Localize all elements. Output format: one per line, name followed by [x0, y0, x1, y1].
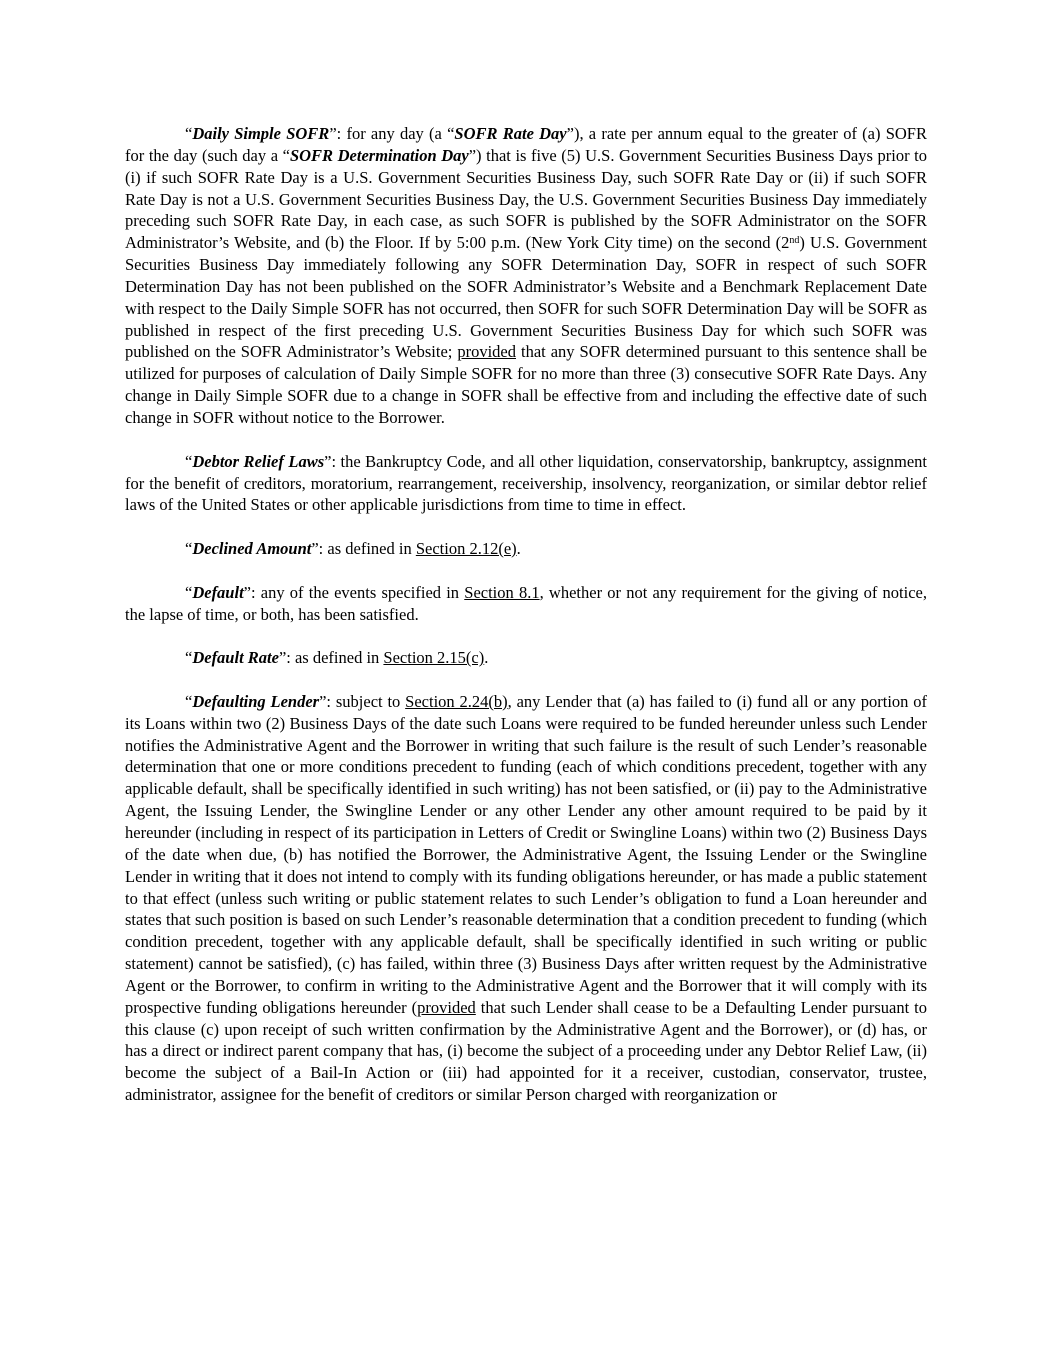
defined-term: Daily Simple SOFR — [192, 124, 330, 143]
definition-text: . — [484, 648, 489, 668]
definition-daily-simple-sofr — [125, 123, 927, 429]
open-quote: “ — [185, 451, 193, 471]
definition-text: ”: as defined in — [311, 539, 416, 559]
definition-text: ”: the Bankruptcy Code, and all other liquidation, conservatorship, bankruptcy, assignment for the benefit of creditors, moratorium, rearrangement, receivership, insolvency, reorganization, or similar debtor relief laws of the United States or other applicable jurisdictions from time to time in effect. — [125, 451, 927, 515]
definition-text: that any SOFR determined pursuant to this sentence shall be utilized for purposes of calculation of Daily Simple SOFR for no more than three (3) consecutive SOFR Rate Days. Any change in Daily Simple SOFR due to a change in SOFR shall be effective from and including the effective date of such change in SOFR without notice to the Borrower. — [125, 342, 927, 427]
defined-term: Defaulting Lender — [192, 691, 320, 711]
section-reference: Section 2.15(c) — [383, 648, 485, 668]
open-quote: “ — [185, 691, 193, 711]
open-quote: “ — [185, 539, 193, 559]
definition-declined-amount — [125, 538, 927, 560]
document-page — [125, 123, 927, 1128]
defined-term: Default Rate — [192, 648, 279, 668]
definition-defaulting-lender — [125, 691, 927, 1106]
defined-term: SOFR Rate Day — [454, 124, 567, 143]
definition-debtor-relief-laws — [125, 451, 927, 517]
definition-default-rate — [125, 647, 927, 669]
definition-text: ”: subject to — [319, 691, 406, 711]
definition-text: ”: as defined in — [278, 648, 384, 668]
definition-text: . — [516, 539, 521, 559]
ordinal-superscript: nd — [789, 235, 800, 247]
definition-text: ) U.S. Government Securities Business Day immediately following any SOFR Determination Day, SOFR in respect of such SOFR Determination Day has not been published on the SOFR Administrator’s Website and a Benchmark Replacement Date with respect to the Daily Simple SOFR has not occurred, then SOFR for such SOFR Determination Day will be SOFR as published in respect of the first preceding U.S. Government Securities Business Day for which such SOFR was published on the SOFR Administrator’s Website; — [125, 233, 927, 362]
definition-text: ”), a rate per annum equal to the greater of (a) SOFR for the day (such day a “ — [125, 124, 927, 165]
provided-underlined: provided — [457, 342, 516, 362]
definition-text: ”: any of the events specified in — [243, 582, 465, 602]
definition-text: ”: for any day (a “ — [329, 124, 455, 143]
open-quote: “ — [185, 582, 193, 602]
definition-default — [125, 582, 927, 626]
section-reference: Section 8.1 — [464, 582, 540, 602]
definition-text: that such Lender shall cease to be a Defaulting Lender pursuant to this clause (c) upon receipt of such written confirmation by the Administrative Agent and the Borrower), or (d) has, or has a direct or indirect parent company that has, (i) become the subject of a proceeding under any Debtor Relief Law, (ii) become the subject of a Bail-In Action or (iii) had appointed for it a receiver, custodian, conservator, trustee, administrator, assignee for the benefit of creditors or similar Person charged with reorganization or — [125, 997, 927, 1105]
provided-underlined: provided — [417, 997, 476, 1017]
defined-term: Declined Amount — [192, 539, 312, 559]
defined-term: SOFR Determination Day — [289, 145, 469, 165]
section-reference: Section 2.12(e) — [415, 539, 517, 559]
defined-term: Default — [192, 582, 244, 602]
definition-text: , any Lender that (a) has failed to (i) fund all or any portion of its Loans within two (2) Business Days of the date such Loans were required to be funded hereunder unless such Lender notifies the Administrative Agent and the Borrower in writing that such failure is the result of such Lender’s reasonable determination that one or more conditions precedent to funding (each of which conditions precedent, together with any applicable default, shall be specifically identified in such writing) has not been satisfied, or (ii) pay to the Administrative Agent, the Issuing Lender, the Swingline Lender or any other Lender any other amount required to be paid by it hereunder (including in respect of its participation in Letters of Credit or Swingline Loans) within two (2) Business Days of the date when due, (b) has notified the Borrower, the Administrative Agent, the Issuing Lender or the Swingline Lender in writing that it does not intend to comply with its funding obligations hereunder, or has made a public statement to that effect (unless such writing or public statement relates to such Lender’s obligation to fund a Loan hereunder and states that such position is based on such Lender’s reasonable determination that a condition precedent to funding (which condition precedent, together with any applicable default, shall be specifically identified in such writing or public statement) cannot be satisfied), (c) has failed, within three (3) Business Days after written request by the Administrative Agent or the Borrower, to confirm in writing to the Administrative Agent and the Borrower that it will comply with its prospective funding obligations hereunder ( — [125, 691, 927, 1017]
definition-text: , whether or not any requirement for the giving of notice, the lapse of time, or both, has been satisfied. — [125, 582, 927, 624]
defined-term: Debtor Relief Laws — [192, 451, 325, 471]
open-quote: “ — [185, 124, 193, 143]
definition-text: ”) that is five (5) U.S. Government Securities Business Days prior to (i) if such SOFR Rate Day is a U.S. Government Securities Business Day, such SOFR Rate Day or (ii) if such SOFR Rate Day is not a U.S. Government Securities Business Day, the U.S. Government Securities Business Day immediately preceding such SOFR Rate Day, in each case, as such SOFR is published by the SOFR Administrator on the SOFR Administrator’s Website, and (b) the Floor. If by 5:00 p.m. (New York City time) on the second (2 — [125, 145, 928, 253]
open-quote: “ — [185, 648, 193, 668]
section-reference: Section 2.24(b) — [405, 691, 508, 711]
